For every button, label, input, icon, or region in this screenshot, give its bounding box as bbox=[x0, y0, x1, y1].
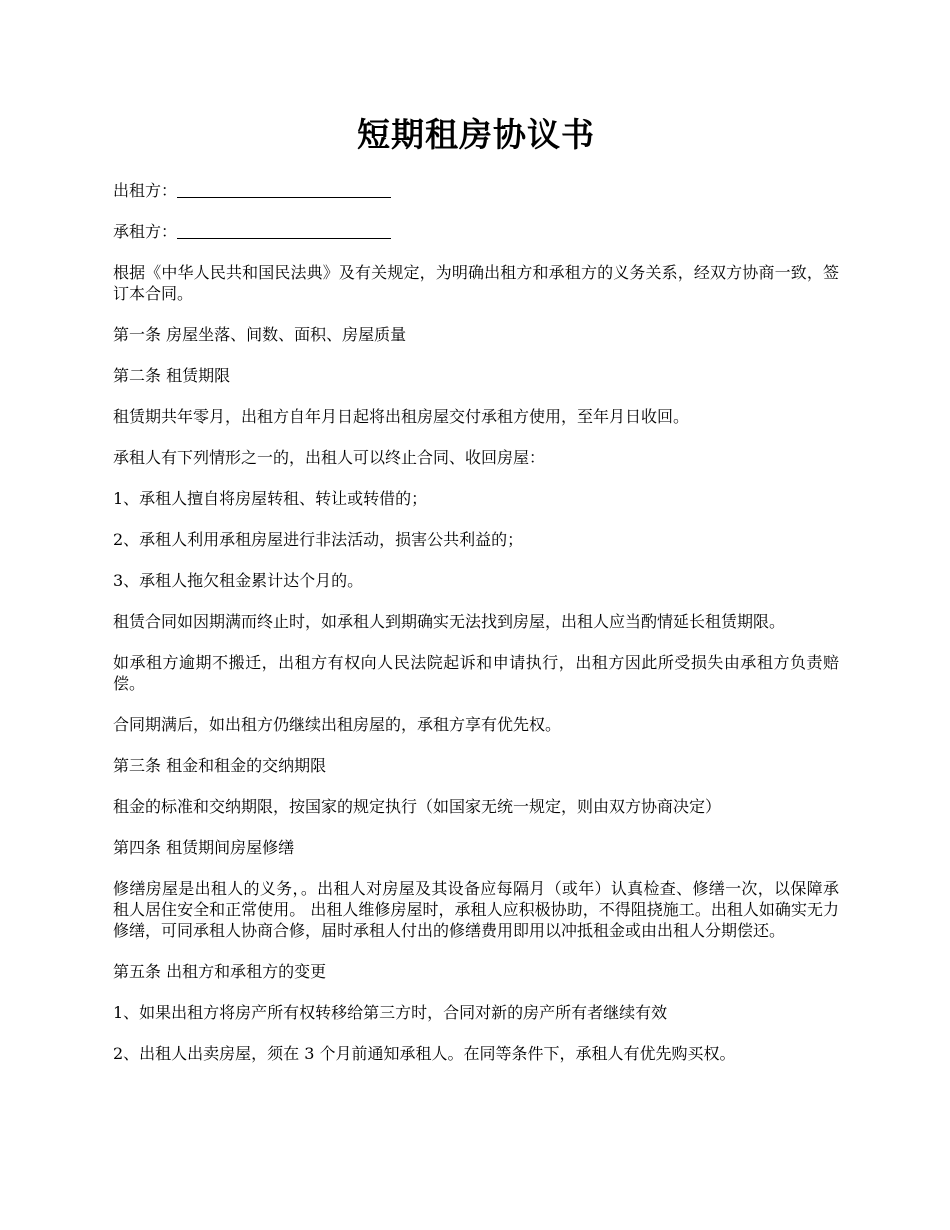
article-5-heading: 第五条 出租方和承租方的变更 bbox=[113, 962, 327, 981]
lessor-blank bbox=[177, 181, 391, 198]
list-item: 3、承租人拖欠租金累计达个月的。 bbox=[113, 571, 364, 590]
lessor-line bbox=[113, 180, 839, 201]
lessor-label: 出租方： bbox=[113, 181, 178, 200]
paragraph: 修缮房屋是出租人的义务，。出租人对房屋及其设备应每隔月（或年）认真检查、修缮一次，以保障承租人居住安全和正常使用。 出租人维修房屋时，承租人应积极协助，不得阻挠施工。出租人如确实无力修缮，可同承租人协商合修，届时承租人付出的修缮费用即用以冲抵租金或由出租人分期偿还。 bbox=[113, 879, 839, 940]
document-title: 短期租房协议书 bbox=[357, 115, 595, 154]
list-item: 1、如果出租方将房产所有权转移给第三方时，合同对新的房产所有者继续有效 bbox=[113, 1003, 668, 1022]
paragraph: 租金的标准和交纳期限，按国家的规定执行（如国家无统一规定，则由双方协商决定） bbox=[113, 797, 722, 816]
list-item: 1、承租人擅自将房屋转租、转让或转借的； bbox=[113, 489, 428, 508]
paragraph: 如承租方逾期不搬迁，出租方有权向人民法院起诉和申请执行，出租方因此所受损失由承租方负责赔偿。 bbox=[113, 653, 839, 693]
list-item: 2、承租人利用承租房屋进行非法活动，损害公共利益的； bbox=[113, 530, 524, 549]
article-1-heading: 第一条 房屋坐落、间数、面积、房屋质量 bbox=[113, 325, 407, 344]
lessee-line bbox=[113, 221, 839, 242]
lessee-blank bbox=[177, 222, 391, 239]
lessee-label: 承租方： bbox=[113, 222, 178, 241]
document-body bbox=[113, 180, 839, 1084]
article-2-heading: 第二条 租赁期限 bbox=[113, 366, 231, 385]
paragraph: 合同期满后，如出租方仍继续出租房屋的，承租方享有优先权。 bbox=[113, 715, 562, 734]
paragraph-preamble: 根据《中华人民共和国民法典》及有关规定，为明确出租方和承租方的义务关系，经双方协商一致，签订本合同。 bbox=[113, 263, 839, 303]
paragraph: 承租人有下列情形之一的，出租人可以终止合同、收回房屋： bbox=[113, 448, 546, 467]
article-3-heading: 第三条 租金和租金的交纳期限 bbox=[113, 756, 327, 775]
list-item: 2、出租人出卖房屋，须在 3 个月前通知承租人。在同等条件下，承租人有优先购买权。 bbox=[113, 1044, 736, 1063]
paragraph: 租赁期共年零月，出租方自年月日起将出租房屋交付承租方使用，至年月日收回。 bbox=[113, 407, 690, 426]
article-4-heading: 第四条 租赁期间房屋修缮 bbox=[113, 838, 295, 857]
paragraph: 租赁合同如因期满而终止时，如承租人到期确实无法找到房屋，出租人应当酌情延长租赁期限。 bbox=[113, 612, 786, 631]
